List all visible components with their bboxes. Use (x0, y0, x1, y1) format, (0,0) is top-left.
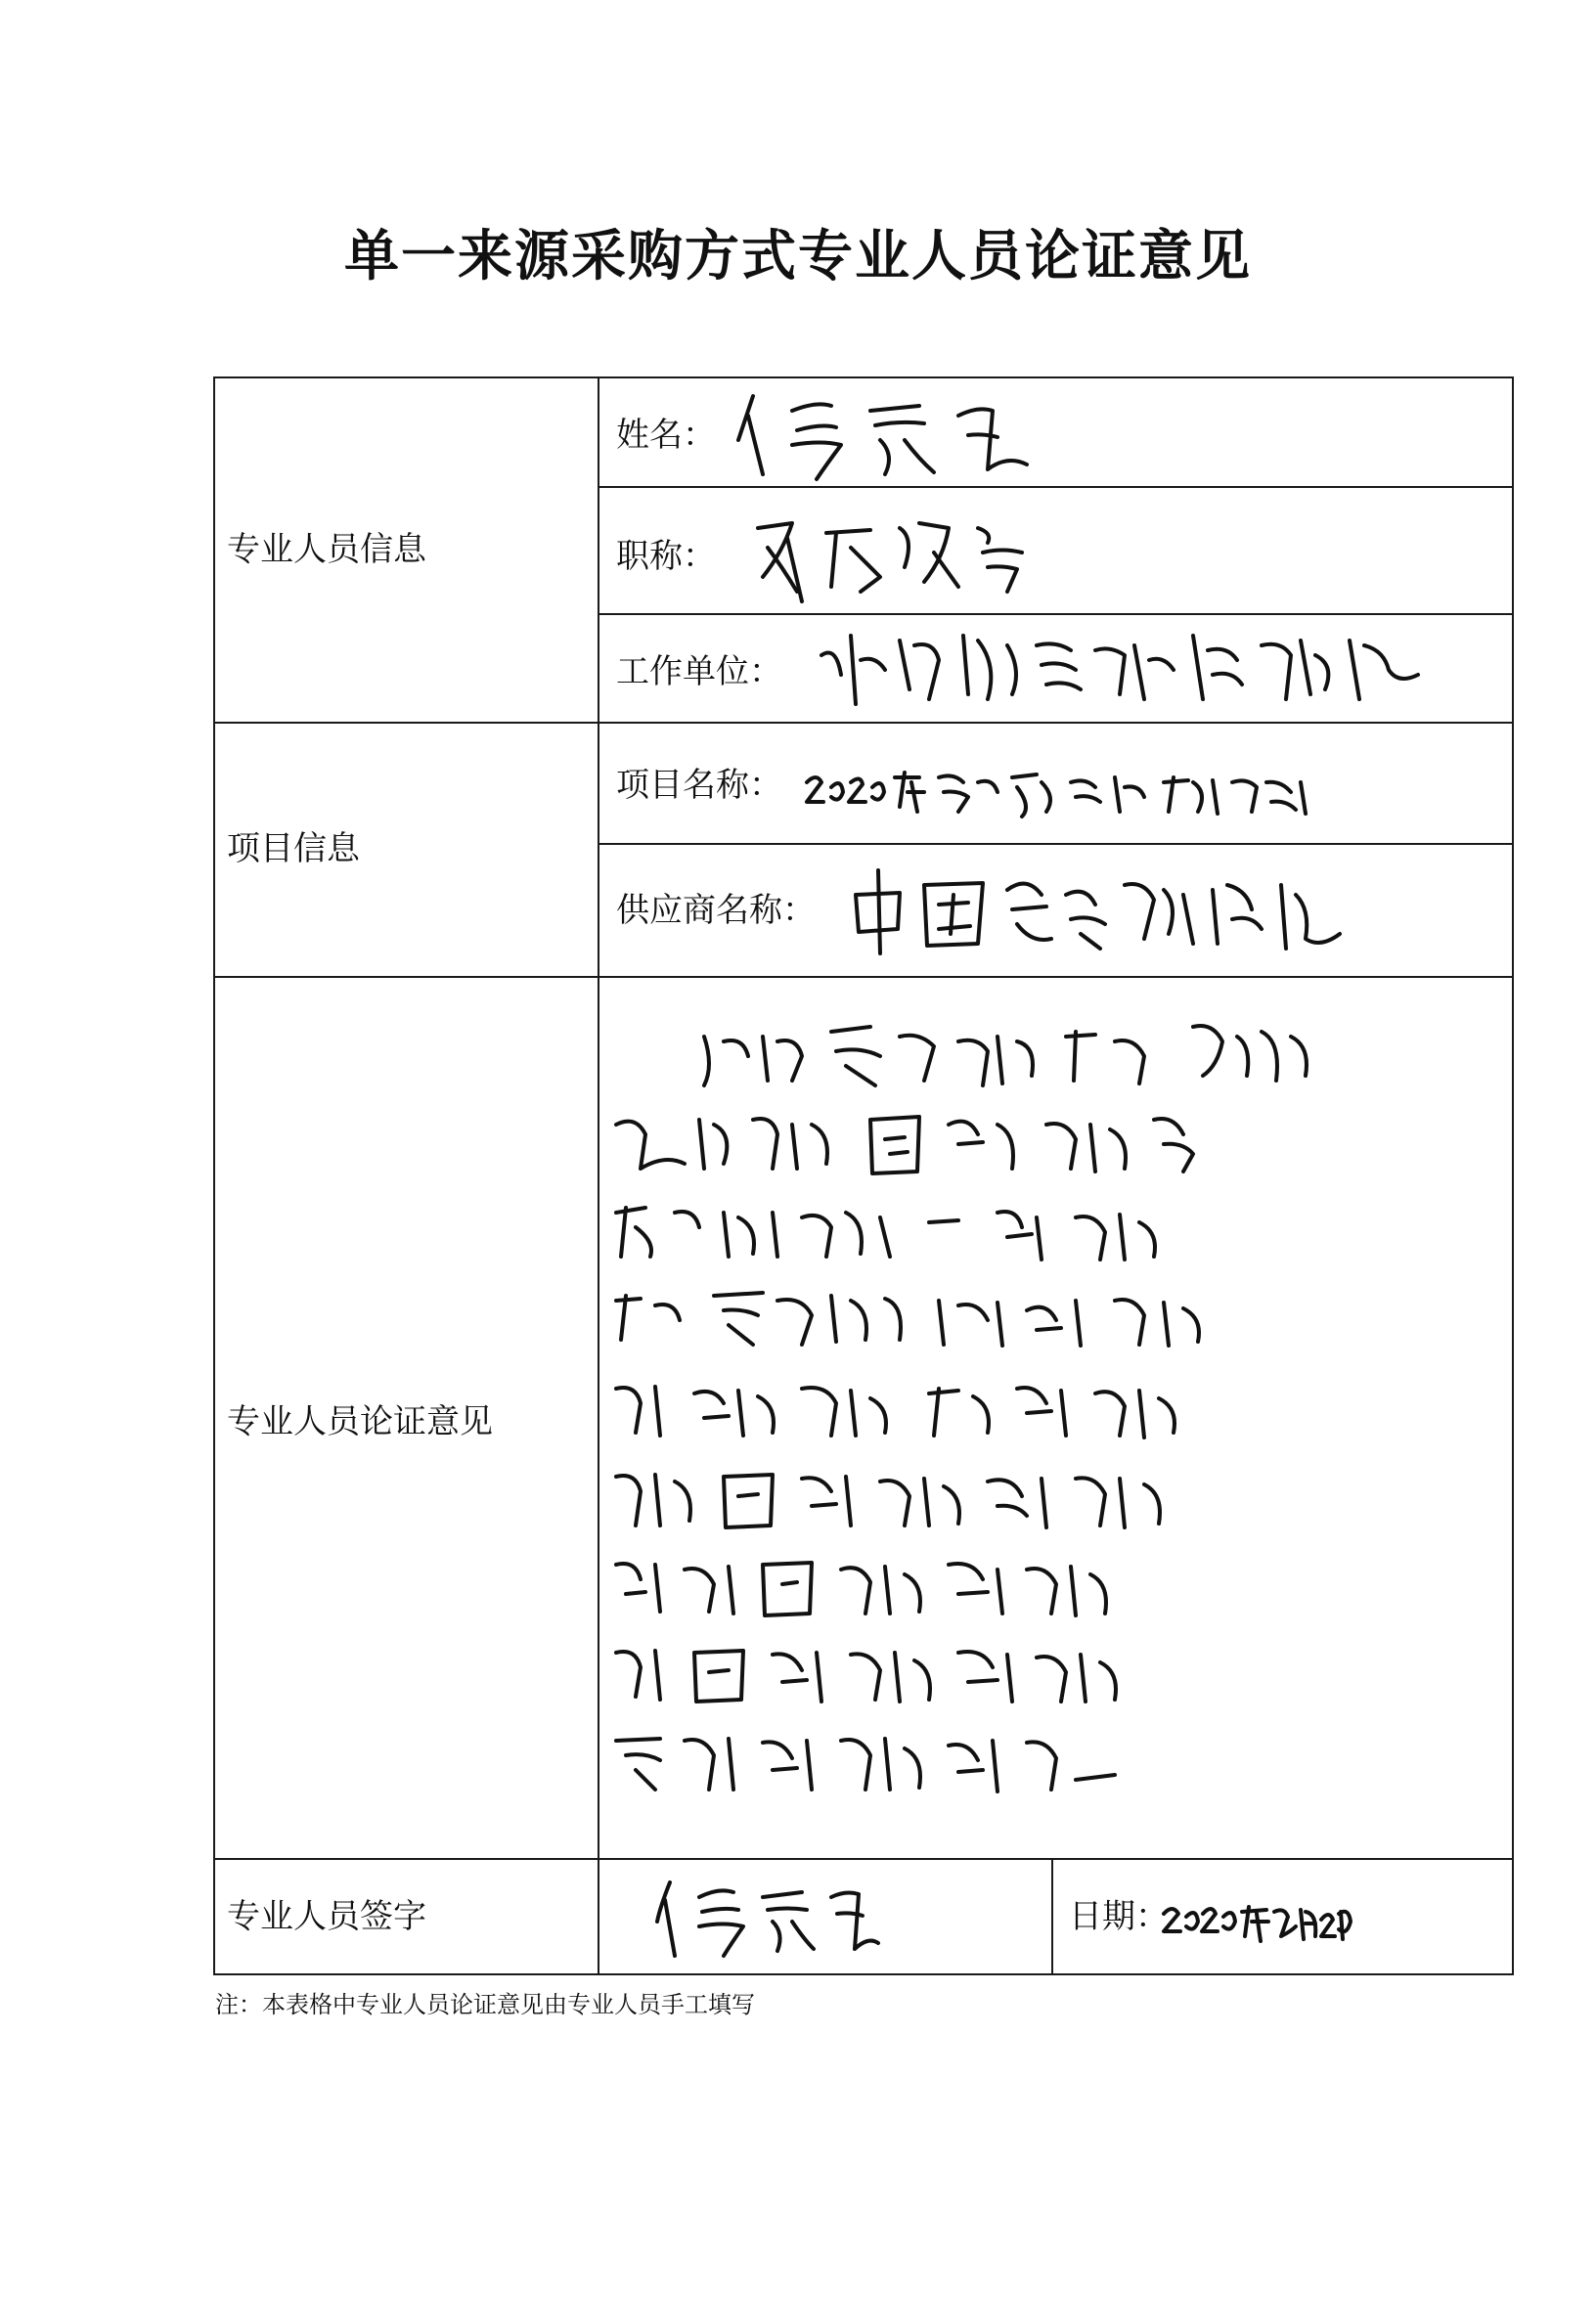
section-label-signature: 专业人员签字 (227, 1897, 426, 1936)
column-divider (598, 376, 599, 1975)
handwritten-signature (645, 1873, 880, 1961)
handwritten-supplier (841, 856, 1350, 963)
row-divider (213, 976, 1514, 978)
project-name-label: 项目名称： (616, 766, 782, 805)
name-label: 姓名： (616, 416, 716, 455)
row-divider (213, 1858, 1514, 1860)
date-label: 日期： (1069, 1897, 1169, 1936)
handwritten-opinion (606, 997, 1506, 1838)
handwritten-title (743, 509, 1037, 606)
column-divider (1051, 1858, 1053, 1975)
unit-label: 工作单位： (616, 652, 782, 691)
row-divider (598, 486, 1514, 488)
page-title: 单一来源采购方式专业人员论证意见 (344, 224, 1252, 288)
handwritten-name (724, 386, 1037, 484)
supplier-label: 供应商名称： (616, 891, 816, 930)
section-label-project-info: 项目信息 (227, 829, 360, 868)
handwritten-project-name (802, 753, 1330, 821)
footnote: 注：本表格中专业人员论证意见由专业人员手工填写 (215, 1991, 755, 2018)
row-divider (213, 722, 1514, 724)
section-label-opinion: 专业人员论证意见 (227, 1402, 493, 1441)
title-label: 职称： (616, 537, 716, 576)
handwritten-unit (802, 616, 1428, 714)
row-divider (598, 843, 1514, 845)
section-label-expert-info: 专业人员信息 (227, 530, 426, 569)
handwritten-date (1159, 1892, 1354, 1951)
row-divider (598, 613, 1514, 615)
